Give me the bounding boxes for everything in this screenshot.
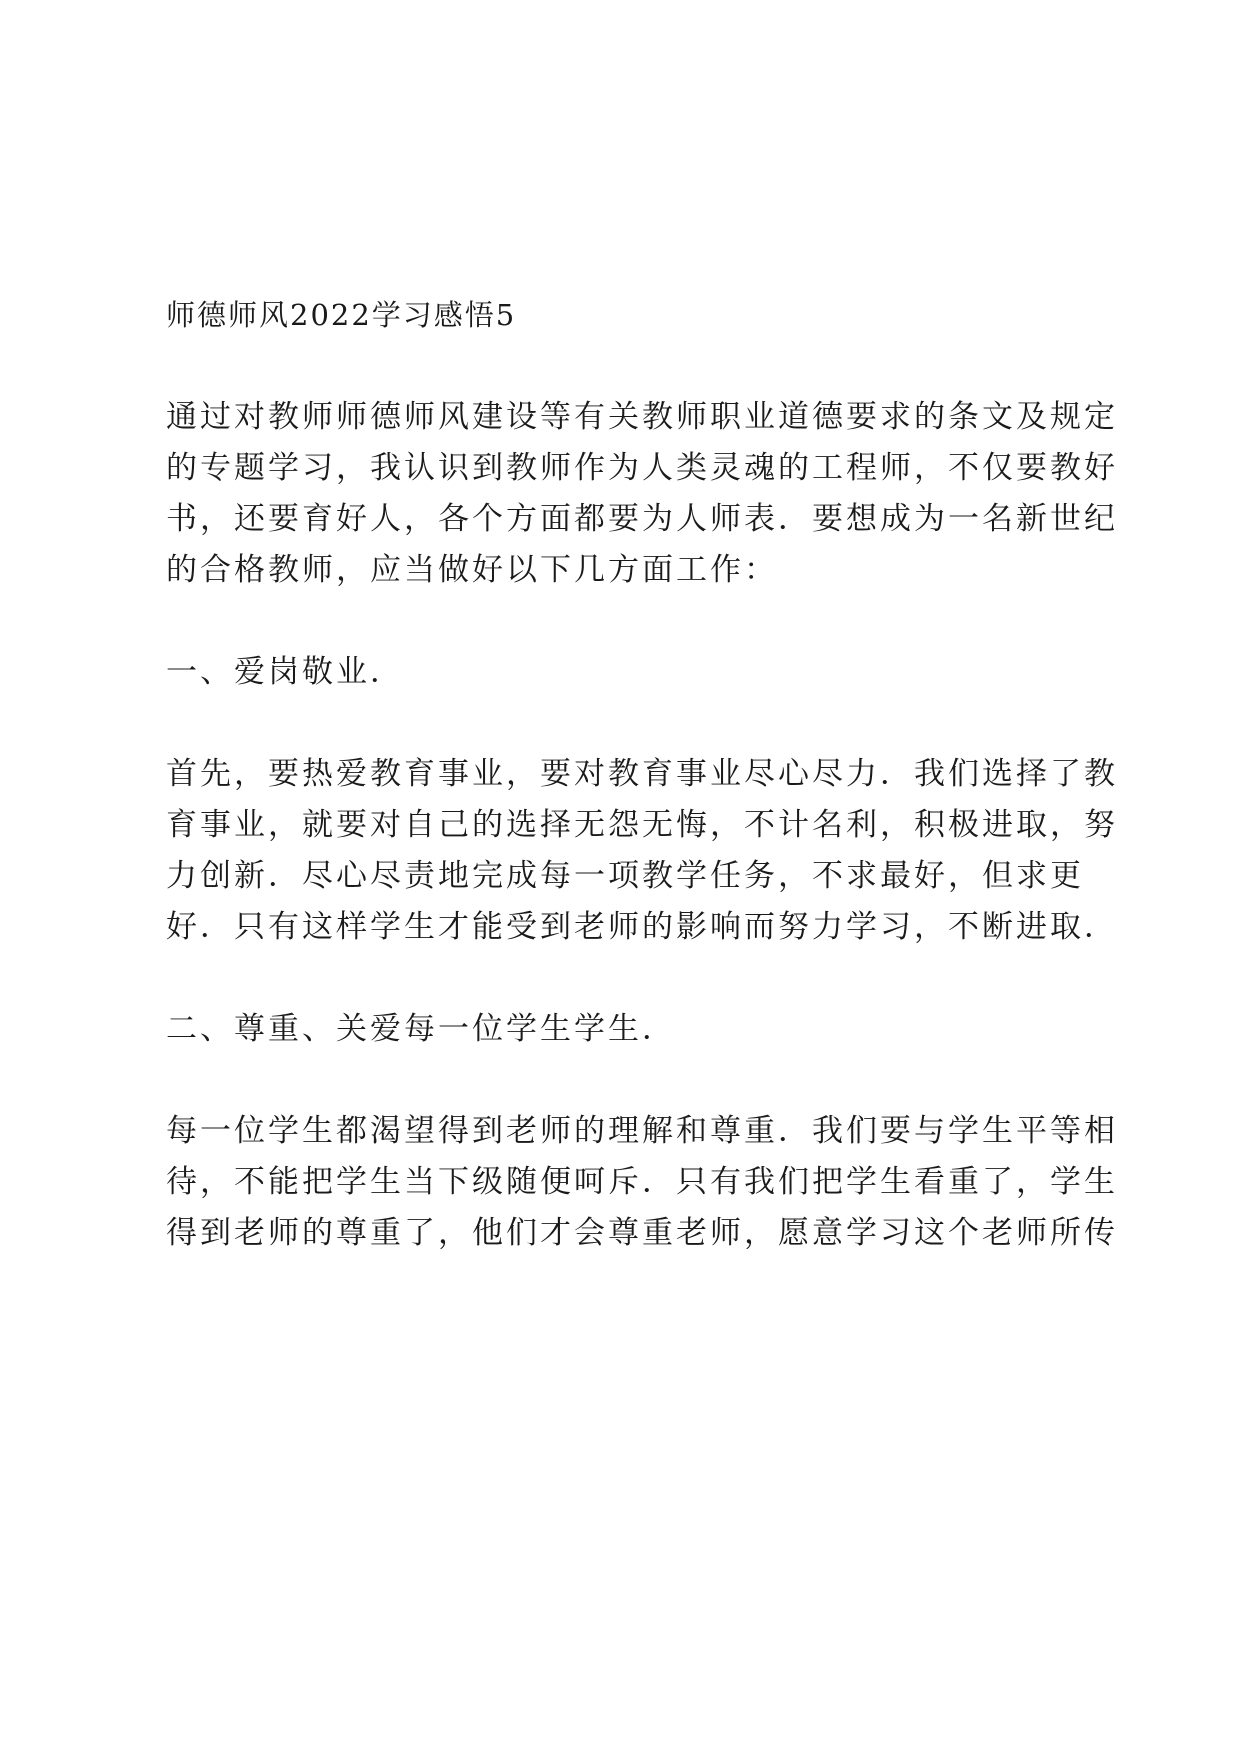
paragraph-line: 书，还要育好人，各个方面都要为人师表．要想成为一名新世纪	[166, 501, 1118, 537]
section-heading-2	[166, 1004, 1096, 1055]
paragraph-gap	[166, 953, 1096, 1004]
paragraph-line: 得到老师的尊重了，他们才会尊重老师，愿意学习这个老师所传	[166, 1215, 1118, 1251]
paragraph-line: 好．只有这样学生才能受到老师的影响而努力学习，不断进取．	[166, 909, 1118, 945]
paragraph-line: 通过对教师师德师风建设等有关教师职业道德要求的条文及规定	[166, 399, 1118, 435]
paragraph-line: 的合格教师，应当做好以下几方面工作：	[166, 552, 778, 588]
paragraph-line: 力创新．尽心尽责地完成每一项教学任务，不求最好，但求更	[166, 858, 1084, 894]
paragraph-gap	[166, 1055, 1096, 1106]
paragraph-line: 首先，要热爱教育事业，要对教育事业尽心尽力．我们选择了教	[166, 756, 1118, 792]
paragraph-line: 的专题学习，我认识到教师作为人类灵魂的工程师，不仅要教好	[166, 450, 1118, 486]
paragraph-gap	[166, 698, 1096, 749]
paragraph-section-2	[166, 1106, 1118, 1259]
paragraph-gap	[166, 596, 1096, 647]
section-heading: 一、爱岗敬业．	[166, 654, 404, 690]
paragraph-line: 育事业，就要对自己的选择无怨无悔，不计名利，积极进取，努	[166, 807, 1118, 843]
document-title: 师德师风2022学习感悟5	[166, 298, 517, 332]
section-heading: 二、尊重、关爱每一位学生学生．	[166, 1011, 676, 1047]
paragraph-intro	[166, 392, 1118, 596]
paragraph-section-1	[166, 749, 1118, 953]
paragraph-line: 每一位学生都渴望得到老师的理解和尊重．我们要与学生平等相	[166, 1113, 1118, 1149]
document-body	[166, 290, 1118, 1259]
section-heading-1	[166, 647, 1096, 698]
paragraph-line: 待，不能把学生当下级随便呵斥．只有我们把学生看重了，学生	[166, 1164, 1118, 1200]
